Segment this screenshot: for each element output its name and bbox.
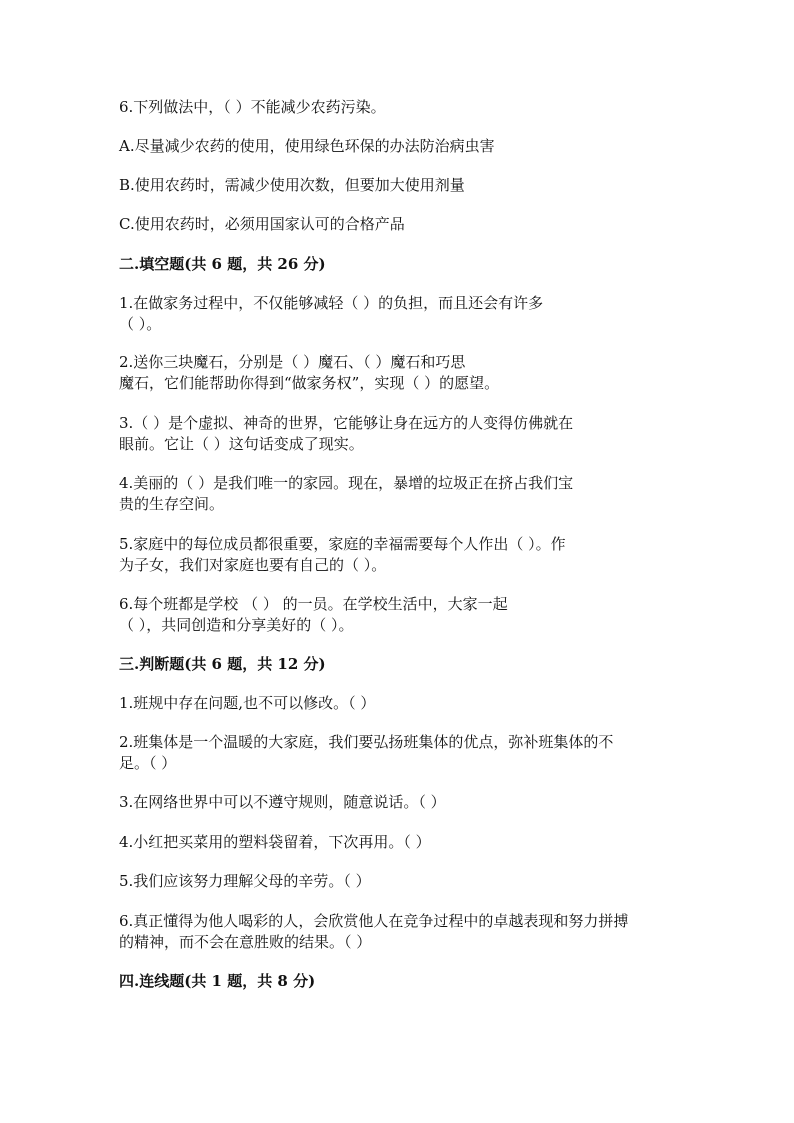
judge-q1: 1.班规中存在问题,也不可以修改。（ ）: [119, 694, 376, 712]
mc-q6-stem: 6.下列做法中，（ ）不能减少农药污染。: [119, 98, 386, 116]
fill-q5-line2: 为子女，我们对家庭也要有自己的（ ）。: [119, 556, 387, 574]
fill-q3-line2: 眼前。它让（ ）这句话变成了现实。: [119, 435, 364, 453]
mc-q6-option-b: B.使用农药时，需减少使用次数，但要加大使用剂量: [119, 176, 465, 194]
fill-section-heading: 二.填空题(共 6 题，共 26 分): [119, 255, 326, 273]
fill-q4-line1: 4.美丽的（ ）是我们唯一的家园。现在，暴增的垃圾正在挤占我们宝: [119, 474, 574, 492]
judge-q4: 4.小红把买菜用的塑料袋留着，下次再用。（ ）: [119, 833, 431, 851]
fill-q2-line1: 2.送你三块魔石，分别是（ ）魔石、（ ）魔石和巧思: [119, 353, 466, 371]
match-section-heading: 四.连线题(共 1 题，共 8 分): [119, 972, 316, 990]
fill-q5-line1: 5.家庭中的每位成员都很重要，家庭的幸福需要每个人作出（ ）。作: [119, 535, 566, 553]
judge-q2-line1: 2.班集体是一个温暖的大家庭，我们要弘扬班集体的优点，弥补班集体的不: [119, 733, 614, 751]
judge-q3: 3.在网络世界中可以不遵守规则，随意说话。（ ）: [119, 793, 446, 811]
fill-q4-line2: 贵的生存空间。: [119, 495, 225, 513]
fill-q6-line2: （ ），共同创造和分享美好的（ ）。: [119, 616, 354, 634]
judge-section-heading: 三.判断题(共 6 题，共 12 分): [119, 655, 326, 673]
fill-q1-line1: 1.在做家务过程中，不仅能够减轻（ ）的负担，而且还会有许多: [119, 294, 544, 312]
fill-q1-line2: （ ）。: [119, 315, 162, 333]
judge-q6-line1: 6.真正懂得为他人喝彩的人，会欣赏他人在竞争过程中的卓越表现和努力拼搏: [119, 912, 629, 930]
fill-q3-line1: 3.（ ）是个虚拟、神奇的世界，它能够让身在远方的人变得仿佛就在: [119, 414, 574, 432]
judge-q6-line2: 的精神，而不会在意胜败的结果。（ ）: [119, 933, 372, 951]
mc-q6-option-a: A.尽量减少农药的使用，使用绿色环保的办法防治病虫害: [119, 137, 495, 155]
judge-q2-line2: 足。（ ）: [119, 754, 177, 772]
mc-q6-option-c: C.使用农药时，必须用国家认可的合格产品: [119, 215, 405, 233]
fill-q6-line1: 6.每个班都是学校 （ ） 的一员。在学校生活中，大家一起: [119, 595, 508, 613]
judge-q5: 5.我们应该努力理解父母的辛劳。（ ）: [119, 872, 371, 890]
fill-q2-line2: 魔石，它们能帮助你得到“做家务权”，实现（ ）的愿望。: [119, 374, 500, 392]
